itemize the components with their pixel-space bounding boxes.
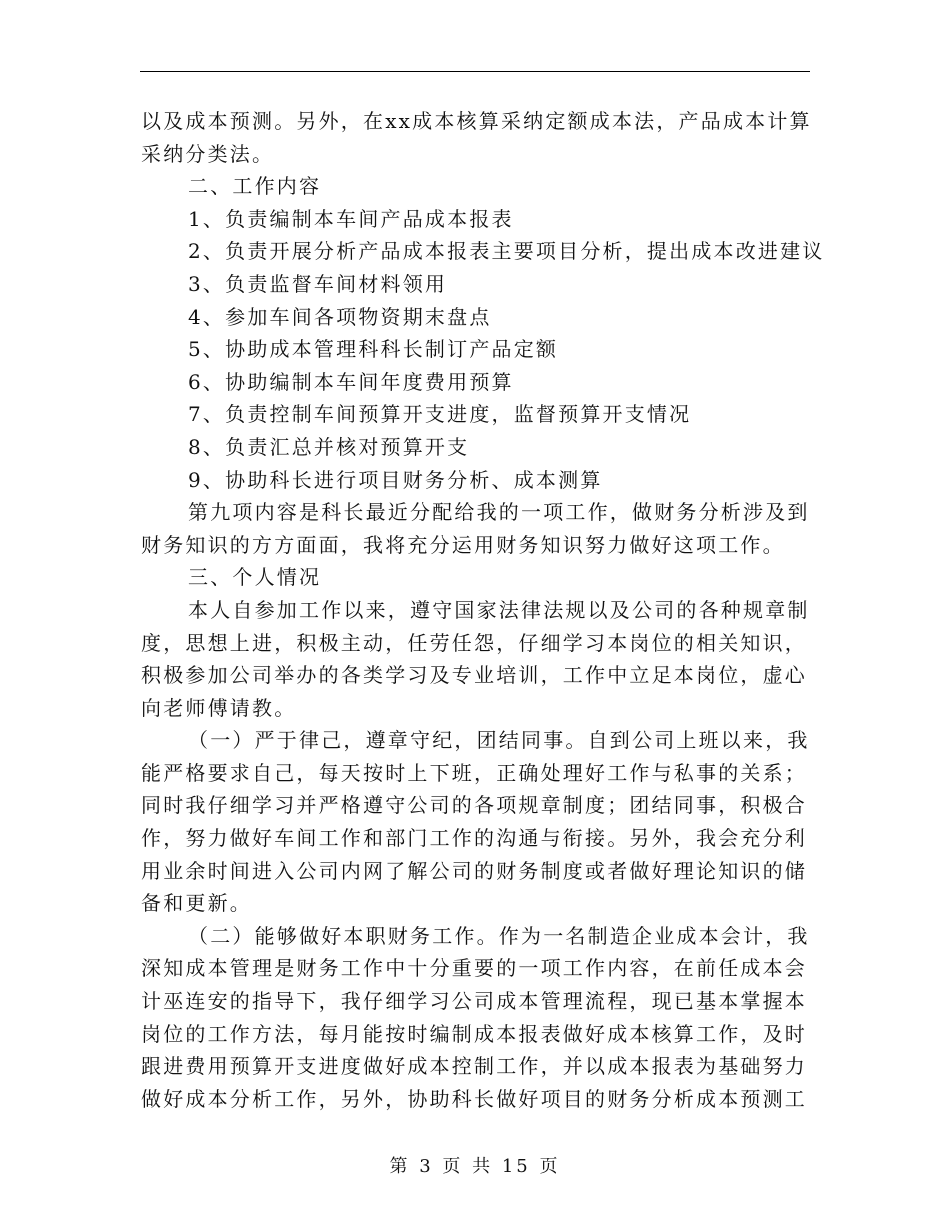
text-line: 以及成本预测。另外，在xx成本核算采纳定额成本法，产品成本计算: [141, 109, 812, 133]
text-line: 同时我仔细学习并严格遵守公司的各项规章制度；团结同事，积极合: [141, 793, 807, 818]
text-line: 本人自参加工作以来，遵守国家法律法规以及公司的各种规章制: [188, 597, 810, 622]
text-line: 用业余时间进入公司内网了解公司的财务制度或者做好理论知识的储: [141, 858, 807, 883]
text-line: （二）能够做好本职财务工作。作为一名制造企业成本会计，我: [188, 923, 810, 948]
page-number-footer: 第 3 页 共 15 页: [389, 1156, 561, 1177]
text-line: 采纳分类法。: [141, 141, 275, 166]
text-line: 计巫连安的指导下，我仔细学习公司成本管理流程，现已基本掌握本: [141, 989, 807, 1014]
list-item: 2、负责开展分析产品成本报表主要项目分析，提出成本改进建议: [188, 239, 825, 264]
text-line: 跟进费用预算开支进度做好成本控制工作，并以成本报表为基础努力: [141, 1054, 807, 1079]
text-line: 度，思想上进，积极主动，任劳任怨，仔细学习本岗位的相关知识，: [141, 630, 807, 655]
header-rule: [140, 71, 810, 72]
section-heading: 三、个人情况: [188, 565, 322, 590]
text-line: 岗位的工作方法，每月能按时编制成本报表做好成本核算工作，及时: [141, 1021, 807, 1046]
text-line: 第九项内容是科长最近分配给我的一项工作，做财务分析涉及到: [188, 500, 810, 525]
list-item: 4、参加车间各项物资期末盘点: [188, 304, 492, 329]
list-item: 3、负责监督车间材料领用: [188, 271, 448, 296]
list-item: 5、协助成本管理科科长制订产品定额: [188, 337, 559, 362]
text-line: 深知成本管理是财务工作中十分重要的一项工作内容，在前任成本会: [141, 956, 807, 981]
section-heading: 二、工作内容: [188, 174, 322, 199]
text-line: 财务知识的方方面面，我将充分运用财务知识努力做好这项工作。: [141, 532, 785, 557]
list-item: 9、协助科长进行项目财务分析、成本测算: [188, 467, 603, 492]
text-line: 备和更新。: [141, 891, 252, 916]
text-line: 作，努力做好车间工作和部门工作的沟通与衔接。另外，我会充分利: [141, 826, 807, 851]
list-item: 1、负责编制本车间产品成本报表: [188, 206, 514, 231]
list-item: 8、负责汇总并核对预算开支: [188, 434, 470, 459]
text-line: 积极参加公司举办的各类学习及专业培训，工作中立足本岗位，虚心: [141, 663, 807, 688]
text-line: 向老师傅请教。: [141, 695, 297, 720]
list-item: 7、负责控制车间预算开支进度，监督预算开支情况: [188, 402, 692, 427]
body-text: [141, 105, 825, 1115]
list-item: 6、协助编制本车间年度费用预算: [188, 369, 514, 394]
text-line: 做好成本分析工作，另外，协助科长做好项目的财务分析成本预测工: [141, 1086, 807, 1111]
text-line: （一）严于律己，遵章守纪，团结同事。自到公司上班以来，我: [188, 728, 810, 753]
text-line: 能严格要求自己，每天按时上下班，正确处理好工作与私事的关系；: [141, 760, 807, 785]
